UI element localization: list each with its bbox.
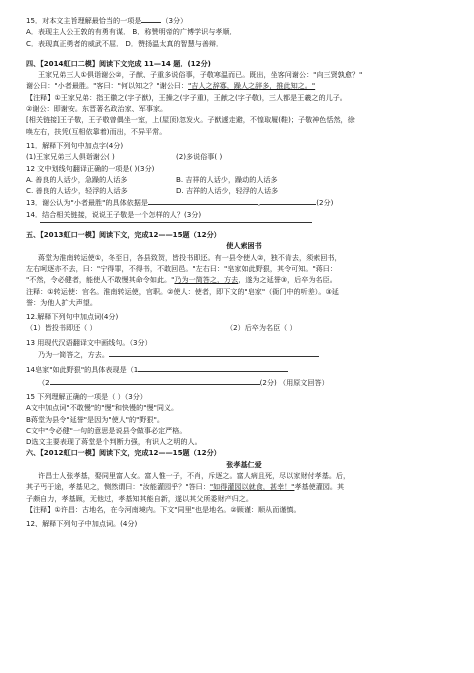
section-4-related-link: [相关链接]王子敬，王子敬曾偶坐一室，上(屋顶)忽发火。子猷遽走避，不惶取履(鞋)；子敬神色恬然，徐	[26, 115, 355, 125]
section-6-passage-line: 子颇自力，孝基顾，无他过，孝基知其能自新，遂以其父所委财产归之。	[26, 493, 253, 503]
section-5-passage-line: "不然，令必健者，能使人不敢慢其命令如此。"乃为一简答之，方去，遂为之延誉③，后卒为名臣。	[26, 275, 337, 285]
underlined-sentence: 乃为一简答之，方去	[174, 275, 239, 285]
underlined-sentence: "如得灌园以就食，甚幸！"	[209, 482, 295, 492]
section-6-passage-line: 其子丐于途，孝基见之，恻然谓曰："汝能灌园乎？"答曰："如得灌园以就食，甚幸！"孝基使灌园。其	[26, 482, 345, 492]
section-5-heading: 使人索困书	[226, 241, 262, 251]
answer-blank	[109, 348, 319, 357]
s5-q13: 13 用现代汉语翻译文中画线句。（3分）	[26, 337, 152, 347]
section-4-note: 【注释】①王家兄弟：指王徽之(字子猷)，王操之(字子重)，王献之(字子敬)，三人都是王羲之的儿子。	[26, 92, 347, 102]
q15-options-ab: A．表现主人公王敦的有勇有谋． B．称赞明帝的广博学识与孝顺．	[26, 27, 237, 37]
section-4-passage-line: 王家兄弟三人①俱诣谢公②，子猷、子重多说俗事，子敬寒温而已。既出，坐客问谢公："向三贤孰愈？"	[38, 70, 363, 80]
s6-q12: 12、解释下列句子中加点词。(4分)	[26, 519, 138, 529]
underlined-sentence: "吉人之辞寡，躁人之辞多，推此知之。"	[188, 81, 316, 91]
s5-q15-option: B蒋堂为县令"延誉"是因为"使人"的"野狠"。	[26, 414, 164, 424]
section-5-passage-line: 蒋堂为淮南转运使①，冬至日，各县致贺，皆投书即还。有一县令使人②，独不肯去，须索回书，	[38, 252, 342, 262]
answer-blank	[138, 363, 288, 372]
s4-q11: 11．解释下列句中加点字(4分)	[26, 140, 124, 150]
section-6-heading: 张孝基仁爱	[226, 459, 262, 469]
s5-q12: 12.解释下列句中加点词(4分)	[26, 312, 119, 322]
section-6-title: 六、【2012虹口一模】阅读下文，完成12——15题（12分）	[26, 448, 221, 458]
s5-q15-option: C文中"令必健"一句的意思是说县令做事必定严格。	[26, 425, 187, 435]
s4-q14: 14．结合相关链接，说说王子敬是一个怎样的人？(3分)	[26, 209, 202, 219]
section-4-passage-line: 谢公曰："小者最胜。"客曰："何以知之？"谢公曰："吉人之辞寡，躁人之辞多，推此知之。"	[26, 81, 316, 91]
section-4-title: 四、【2014虹口二模】阅读下文完成 11—14 题．(12分)	[26, 58, 211, 68]
s5-q14: 14皂家"如此野狠"的具体表现是（1	[26, 363, 462, 375]
s5-q15-option: D选文主要表现了蒋堂是个判断力强，有识人之明的人。	[26, 437, 202, 447]
section-5-title: 五、【2013虹口一模】阅读下文，完成12——15题（12分）	[26, 230, 221, 240]
section-5-note: 注释：①转运使：官名。淮南转运使，官职。②使人：使者，即下文的"皂家"（衙门中的听差）。③延	[26, 286, 339, 296]
answer-blank	[260, 196, 316, 205]
section-6-passage-line: 许昌士人张孝基，娶同里富人女。富人惟一子，不肖，斥逐之。富人病且死，尽以家财付孝基。后，	[38, 470, 351, 480]
q15-options-cd: C．表现真正勇者的威武不屈． D．赞扬温太真的智慧与善辩．	[26, 38, 224, 48]
s5-q13-line: 乃为一简答之，方去。	[26, 348, 462, 360]
s4-q12-options: C. 善良的人话少，轻浮的人话多 D. 吉祥的人话少，轻浮的人话多	[26, 186, 279, 196]
answer-blank	[50, 376, 260, 385]
s5-q14-b: （2 (2分) （用原文回答）	[38, 377, 329, 387]
s4-q11-items: (1)王家兄弟三人俱诣谢公( ) (2)多说俗事( )	[26, 152, 223, 162]
answer-line	[40, 222, 312, 223]
s5-q15-option: A文中加点词"不敢慢"的"慢"和快慢的"慢"同义。	[26, 403, 179, 413]
s4-q12: 12 文中划线句翻译正确的一项是( )(3分)	[26, 163, 155, 173]
section-6-note: 【注释】①许昌：古地名，在今河南境内。下文"同里"也是地名。②顾谨：顺从而谨慎。	[26, 504, 301, 514]
answer-blank	[141, 14, 161, 23]
q15-stem: 15．对本文主旨理解最恰当的一项是 （3分）	[26, 16, 188, 25]
s5-q15: 15 下列理解正确的一项是（ ）（3分）	[26, 391, 147, 401]
s4-q13: 13．谢公认为"小者最胜"的具体依据是 , (2分)	[26, 198, 334, 208]
section-5-note: 誉：为他人扩大声望。	[26, 297, 97, 307]
s5-q12-items: （1）皆投书即还（ ） （2）后卒为名臣（ ）	[26, 323, 297, 333]
answer-blank	[148, 196, 258, 205]
section-4-related-link: 唤左右，扶凭(互相依靠着)而出，不异平常。	[26, 126, 167, 136]
section-4-note: ②谢公：即谢安。东晋著名政治家、军事家。	[26, 104, 168, 114]
s4-q12-options: A. 善良的人话少，急躁的人话多 B. 吉祥的人话少，躁动的人话多	[26, 174, 278, 184]
section-5-passage-line: 左右呵逐亦不去，曰："宁得罪，不得书，不敢回邑。"左右曰："皂家如此野狠，其令可知。"蒋曰：	[26, 263, 337, 273]
